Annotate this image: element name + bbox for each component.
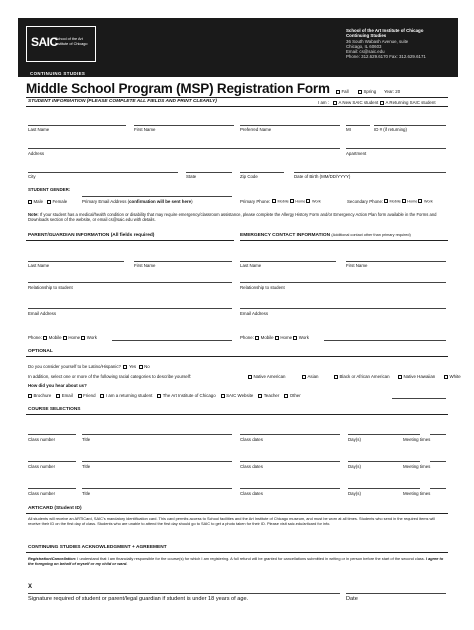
male-checkbox[interactable] bbox=[28, 200, 32, 204]
course3-times-label: Meeting times bbox=[403, 491, 431, 496]
white-checkbox[interactable] bbox=[444, 375, 448, 379]
id-label: ID # (if returning) bbox=[374, 127, 407, 132]
continuing-studies-band bbox=[18, 70, 458, 77]
course1-number-label: Class number bbox=[28, 437, 56, 442]
signature-label: Signature required of student or parent/legal guardian if student is under 18 years of age. bbox=[28, 596, 249, 602]
optional-rule bbox=[26, 356, 448, 357]
course1-number-line[interactable] bbox=[28, 434, 76, 435]
logo-mark: SAIC bbox=[31, 35, 58, 49]
friend-checkbox[interactable] bbox=[78, 394, 82, 398]
course1-dates-line[interactable] bbox=[240, 434, 340, 435]
race-question: In addition, select one or more of the following racial categories to describe yourself: bbox=[28, 374, 192, 379]
i-am-label: I am : bbox=[318, 100, 329, 105]
other-checkbox[interactable] bbox=[284, 394, 288, 398]
guardian-mobile-checkbox[interactable] bbox=[43, 336, 47, 340]
last-name-line[interactable] bbox=[28, 125, 126, 126]
primary-email-text: Primary Email Address ( bbox=[82, 199, 130, 204]
course2-days-line[interactable] bbox=[348, 461, 420, 462]
emergency-first-name-line[interactable] bbox=[346, 261, 446, 262]
secondary-phone-label: Secondary Phone: bbox=[347, 199, 384, 204]
female-option[interactable] bbox=[47, 199, 67, 204]
race-native-american[interactable] bbox=[248, 374, 285, 379]
course3-days-label: Day(s) bbox=[348, 491, 361, 496]
title-rule bbox=[26, 97, 448, 98]
asian-checkbox[interactable] bbox=[302, 375, 306, 379]
latino-no-label: No bbox=[144, 364, 150, 369]
primary-work-checkbox[interactable] bbox=[306, 199, 310, 203]
asian-label: Asian bbox=[307, 374, 319, 379]
first-name-line[interactable] bbox=[134, 125, 234, 126]
medical-note bbox=[28, 212, 448, 223]
course2-number-label: Class number bbox=[28, 464, 56, 469]
course2-title-label: Title bbox=[82, 464, 91, 469]
primary-phone-label: Primary Phone: bbox=[240, 199, 271, 204]
primary-home-label: Home bbox=[295, 199, 306, 204]
guardian-first-name-label: First Name bbox=[134, 263, 156, 268]
course3-times-line[interactable] bbox=[430, 488, 446, 489]
guardian-work-label: Work bbox=[86, 335, 97, 340]
gender-heading: STUDENT GENDER: bbox=[28, 187, 71, 192]
website-label: SAIC Website bbox=[226, 393, 254, 398]
primary-mobile-checkbox[interactable] bbox=[272, 199, 276, 203]
preferred-name-line[interactable] bbox=[240, 125, 340, 126]
articard-text: All students will receive an ARTICard, SAIC's mandatory identification card. This card permits access to School facilities and the Art Institute of Chicago museum, and must be worn at all times. Students who send in the required items will receive their ID on the first day of class. Students who are unable to attend the first day should go to SAIC to get a photo taken for their ID. Please visit saic.edu/articard for info. bbox=[28, 516, 435, 526]
hawaiian-label: Native Hawaiian bbox=[403, 374, 436, 379]
guardian-mobile-label: Mobile bbox=[48, 335, 62, 340]
male-label: Male bbox=[33, 199, 44, 204]
band-label: CONTINUING STUDIES bbox=[30, 71, 86, 76]
zip-label: Zip Code bbox=[240, 174, 258, 179]
race-white[interactable] bbox=[444, 374, 461, 379]
emergency-heading bbox=[240, 233, 411, 238]
term-fall[interactable] bbox=[336, 89, 349, 94]
secondary-work-label: Work bbox=[423, 199, 433, 204]
course3-days-line[interactable] bbox=[348, 488, 420, 489]
primary-phone-types[interactable] bbox=[272, 199, 321, 204]
primary-email-note: confirmation will be sent here bbox=[129, 199, 192, 204]
articard-rule bbox=[26, 513, 448, 514]
address-line[interactable] bbox=[28, 148, 340, 149]
course2-times-label: Meeting times bbox=[403, 464, 431, 469]
white-label: White bbox=[449, 374, 461, 379]
latino-yes-label: Yes bbox=[128, 364, 137, 369]
returning-student-checkbox[interactable] bbox=[380, 101, 384, 105]
emergency-phone[interactable] bbox=[240, 335, 309, 340]
course2-title-line[interactable] bbox=[82, 461, 232, 462]
course1-title-label: Title bbox=[82, 437, 91, 442]
page-title: Middle School Program (MSP) Registration Form bbox=[26, 81, 330, 96]
course1-dates-label: Class dates bbox=[240, 437, 263, 442]
note-text: If your student has a medical/health condition or disability that may require emergency/classroom assistance, please complete the Allergy History Form and/or Emergency Action Plan form available in the Forms and Downloads section of the website, or email cs@saic.edu with details. bbox=[28, 212, 437, 223]
emergency-last-name-line[interactable] bbox=[240, 261, 336, 262]
saic-logo bbox=[26, 26, 96, 62]
guardian-phone-label: Phone: bbox=[28, 335, 42, 340]
other-source-line[interactable] bbox=[392, 398, 446, 399]
course3-number-label: Class number bbox=[28, 491, 56, 496]
student-section-heading: STUDENT INFORMATION (PLEASE COMPLETE ALL FIELDS AND PRINT CLEARLY) bbox=[28, 99, 217, 104]
hear-question: How did you hear about us? bbox=[28, 383, 87, 388]
state-label: State bbox=[186, 174, 197, 179]
course2-number-line[interactable] bbox=[28, 461, 76, 462]
course1-days-label: Day(s) bbox=[348, 437, 361, 442]
course2-dates-line[interactable] bbox=[240, 461, 340, 462]
guardian-rule bbox=[26, 240, 234, 241]
brochure-checkbox[interactable] bbox=[28, 394, 32, 398]
guardian-first-name-line[interactable] bbox=[134, 261, 232, 262]
emergency-rule bbox=[240, 240, 448, 241]
agreement-text bbox=[28, 556, 448, 566]
course1-title-line[interactable] bbox=[82, 434, 232, 435]
primary-home-checkbox[interactable] bbox=[290, 199, 294, 203]
course2-days-label: Day(s) bbox=[348, 464, 361, 469]
id-line[interactable] bbox=[374, 125, 446, 126]
courses-heading: COURSE SELECTIONS bbox=[28, 407, 81, 412]
address-line-2: Chicago, IL 60603 bbox=[346, 43, 382, 49]
emergency-mobile-checkbox[interactable] bbox=[255, 336, 259, 340]
signature-line[interactable] bbox=[28, 593, 340, 594]
guardian-phone-line[interactable] bbox=[112, 340, 232, 341]
date-label: Date bbox=[346, 596, 358, 602]
guardian-email-label: Email Address bbox=[28, 311, 57, 316]
emergency-work-checkbox[interactable] bbox=[293, 336, 297, 340]
race-hawaiian[interactable] bbox=[398, 374, 435, 379]
male-option[interactable] bbox=[28, 199, 43, 204]
emergency-first-name-label: First Name bbox=[346, 263, 368, 268]
guardian-heading: PARENT/GUARDIAN INFORMATION (All fields required) bbox=[28, 233, 155, 238]
emergency-last-name-label: Last Name bbox=[240, 263, 262, 268]
native-american-checkbox[interactable] bbox=[248, 375, 252, 379]
contact-block bbox=[346, 28, 456, 60]
agreement-rule bbox=[26, 552, 448, 553]
guardian-relationship-label: Relationship to student bbox=[28, 285, 73, 290]
preferred-name-label: Preferred Name bbox=[240, 127, 272, 132]
mi-label: MI bbox=[346, 127, 351, 132]
apartment-line[interactable] bbox=[346, 148, 446, 149]
other-label: Other bbox=[289, 393, 301, 398]
guardian-last-name-label: Last Name bbox=[28, 263, 50, 268]
course3-number-line[interactable] bbox=[28, 488, 76, 489]
guardian-work-checkbox[interactable] bbox=[81, 336, 85, 340]
emergency-home-checkbox[interactable] bbox=[275, 336, 279, 340]
articard-heading: ARTICARD (Student ID) bbox=[28, 506, 82, 511]
guardian-email-line[interactable] bbox=[28, 308, 232, 309]
term-spring-label: Spring bbox=[363, 89, 377, 94]
teacher-label: Teacher bbox=[263, 393, 280, 398]
course1-times-label: Meeting times bbox=[403, 437, 431, 442]
latino-no-checkbox[interactable] bbox=[139, 365, 143, 369]
latino-question[interactable] bbox=[28, 364, 150, 369]
secondary-phone-types[interactable] bbox=[384, 199, 433, 204]
returning-label: I am a returning student bbox=[105, 393, 153, 398]
female-checkbox[interactable] bbox=[47, 200, 51, 204]
courses-rule bbox=[26, 414, 448, 415]
emergency-email-line[interactable] bbox=[240, 308, 446, 309]
primary-email-label bbox=[82, 199, 193, 204]
emergency-work-label: Work bbox=[298, 335, 309, 340]
agreement-label: Registration/Cancellation: bbox=[28, 556, 77, 561]
primary-email-line[interactable] bbox=[82, 196, 232, 197]
emergency-email-label: Email Address bbox=[240, 311, 269, 316]
contact-phone: Phone: 312.629.6170 Fax: 312.629.6171 bbox=[346, 54, 426, 60]
email-checkbox[interactable] bbox=[56, 394, 60, 398]
email-label: Email bbox=[61, 393, 73, 398]
course3-title-line[interactable] bbox=[82, 488, 232, 489]
secondary-home-checkbox[interactable] bbox=[402, 199, 406, 203]
mi-line[interactable] bbox=[346, 125, 370, 126]
spring-checkbox[interactable] bbox=[358, 90, 362, 94]
teacher-checkbox[interactable] bbox=[258, 394, 262, 398]
secondary-home-label: Home bbox=[407, 199, 418, 204]
emergency-relationship-line[interactable] bbox=[240, 282, 446, 283]
term-fall-label: Fall bbox=[341, 89, 349, 94]
last-name-label: Last Name bbox=[28, 127, 50, 132]
race-black[interactable] bbox=[334, 374, 390, 379]
primary-work-label: Work bbox=[311, 199, 321, 204]
female-label: Female bbox=[52, 199, 68, 204]
header-banner bbox=[18, 18, 458, 70]
dob-label: Date of Birth (MM/DD/YYYY) bbox=[294, 174, 351, 179]
returning-student-label: A Returning SAIC student bbox=[385, 100, 436, 105]
secondary-work-checkbox[interactable] bbox=[418, 199, 422, 203]
dob-line[interactable] bbox=[294, 172, 446, 173]
address-line-1: 36 South Wabash Avenue, suite bbox=[346, 38, 409, 44]
latino-yes-checkbox[interactable] bbox=[123, 365, 127, 369]
agreement-bold: I agree to the foregoing on behalf of myself or my child or ward. bbox=[28, 556, 444, 566]
friend-label: Friend bbox=[83, 393, 96, 398]
address-label: Address bbox=[28, 151, 45, 156]
emergency-phone-line[interactable] bbox=[324, 340, 446, 341]
aic-label: The Art Institute of Chicago bbox=[162, 393, 216, 398]
emergency-phone-label: Phone: bbox=[240, 335, 254, 340]
city-label: City bbox=[28, 174, 36, 179]
emergency-heading-text: EMERGENCY CONTACT INFORMATION bbox=[240, 233, 331, 238]
emergency-relationship-label: Relationship to student bbox=[240, 285, 285, 290]
note-label: Note: bbox=[28, 212, 39, 217]
brochure-label: Brochure bbox=[33, 393, 52, 398]
agreement-heading: CONTINUING STUDIES ACKNOWLEDGMENT + AGREEMENT bbox=[28, 545, 167, 550]
secondary-mobile-label: Mobile bbox=[389, 199, 401, 204]
new-student-checkbox[interactable] bbox=[333, 101, 337, 105]
city-line[interactable] bbox=[28, 172, 178, 173]
new-student-option[interactable] bbox=[333, 100, 378, 105]
black-checkbox[interactable] bbox=[334, 375, 338, 379]
term-spring[interactable] bbox=[358, 89, 376, 94]
hawaiian-checkbox[interactable] bbox=[398, 375, 402, 379]
date-line[interactable] bbox=[346, 593, 446, 594]
first-name-label: First Name bbox=[134, 127, 156, 132]
course1-days-line[interactable] bbox=[348, 434, 420, 435]
emergency-home-label: Home bbox=[280, 335, 293, 340]
new-student-label: A New SAIC student bbox=[338, 100, 379, 105]
course2-dates-label: Class dates bbox=[240, 464, 263, 469]
emergency-subheading: (Additional contact other than primary required) bbox=[331, 233, 411, 237]
guardian-home-label: Home bbox=[68, 335, 81, 340]
signature-x: X bbox=[28, 584, 33, 590]
native-american-label: Native American bbox=[253, 374, 286, 379]
year-field[interactable]: Year: 20 bbox=[384, 89, 401, 94]
guardian-last-name-line[interactable] bbox=[28, 261, 124, 262]
course3-dates-label: Class dates bbox=[240, 491, 263, 496]
optional-heading: OPTIONAL bbox=[28, 349, 53, 354]
returning-student-option[interactable] bbox=[380, 100, 436, 105]
course1-times-line[interactable] bbox=[430, 434, 446, 435]
contact-email: Email: cs@saic.edu bbox=[346, 49, 385, 55]
guardian-relationship-line[interactable] bbox=[28, 282, 232, 283]
latino-question-text: Do you consider yourself to be Latino/Hispanic? bbox=[28, 364, 121, 369]
black-label: Black or African American bbox=[339, 374, 390, 379]
primary-email-close: ) bbox=[191, 199, 193, 204]
logo-subtitle: School of the Art Institute of Chicago bbox=[55, 37, 88, 46]
section-rule bbox=[26, 106, 448, 107]
state-line[interactable] bbox=[186, 172, 232, 173]
guardian-home-checkbox[interactable] bbox=[63, 336, 67, 340]
hear-options[interactable] bbox=[28, 393, 301, 398]
returning-checkbox[interactable] bbox=[100, 394, 104, 398]
school-name: School of the Art Institute of Chicago bbox=[346, 28, 424, 33]
course3-dates-line[interactable] bbox=[240, 488, 340, 489]
zip-line[interactable] bbox=[240, 172, 284, 173]
emergency-mobile-label: Mobile bbox=[260, 335, 274, 340]
race-asian[interactable] bbox=[302, 374, 318, 379]
website-checkbox[interactable] bbox=[221, 394, 225, 398]
course2-times-line[interactable] bbox=[430, 461, 446, 462]
department-name: Continuing Studies bbox=[346, 33, 387, 39]
secondary-mobile-checkbox[interactable] bbox=[384, 199, 388, 203]
aic-checkbox[interactable] bbox=[157, 394, 161, 398]
guardian-phone[interactable] bbox=[28, 335, 97, 340]
apartment-label: Apartment bbox=[346, 151, 367, 156]
fall-checkbox[interactable] bbox=[336, 90, 340, 94]
course3-title-label: Title bbox=[82, 491, 91, 496]
primary-mobile-label: Mobile bbox=[277, 199, 289, 204]
agreement-body: I understand that I am financially responsible for the course(s) for which I am registering. A full refund will be granted for cancellations submitted in writing or in person before the start of the second class. bbox=[76, 556, 425, 561]
